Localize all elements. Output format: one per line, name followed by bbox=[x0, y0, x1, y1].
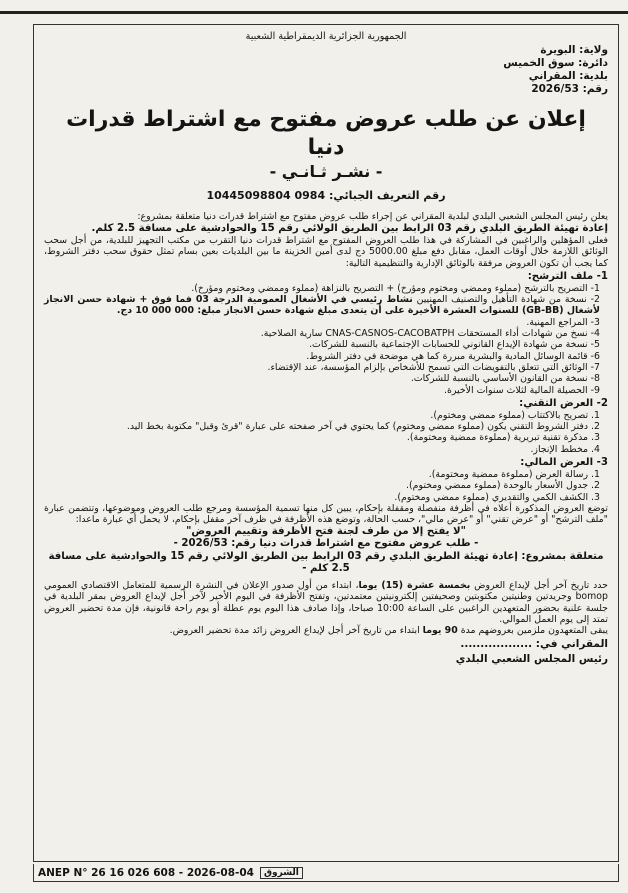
candidature-item-7: 7- الوثائق التي تتعلق بالتفويضات التي تسمح للأشخاص بإلزام المؤسسة، عند الإقتضاء. bbox=[267, 361, 600, 373]
envelopes-paragraph: توضع العروض المذكورة أعلاه في أظرفة منفصلة ومقفلة بإحكام، يبين كل منها تسمية المؤسسة ومرجع طلب العروض وموضوعها، وتتضمن عبارة "ملف الترشح" أو "عرض تقني" أو "عرض مالي"، حسب الحالة، وتوضع هذه الأظرفة في ظرف آخر مقفل بإحكام، لا يحمل أي عبارة ماعدا: bbox=[44, 502, 608, 526]
top-strip bbox=[0, 0, 628, 14]
deadline-lead: حدد تاريخ آخر أجل لإيداع العروض bbox=[474, 579, 608, 591]
announcement-frame bbox=[33, 24, 619, 862]
financial-item-2: 2. جدول الأسعار بالوحدة (مملوء ممضي ومختوم). bbox=[406, 480, 600, 492]
signature-role: رئيس المجلس الشعبي البلدي bbox=[455, 653, 608, 666]
financial-item-1: 1. رسالة العرض (مملوءة ممضية ومختومة). bbox=[428, 469, 600, 481]
validity-paragraph bbox=[44, 625, 608, 636]
candidature-item-2-bold: نشاط رئيسي في الأشغال العمومية الدرجة 03 فما فوق + شهادة حسن الانجاز لأشغال (GB-BB) للسنوات العشرة الأخيرة على أن يتعدى مبلغ شهادة حسن الانجاز مبلغ: 000 000 10 دج. bbox=[44, 294, 600, 317]
candidature-item-4: 4- نسخ من شهادات أداء المستحقات CNAS-CASNOS-CACOBATPH سارية الصلاحية. bbox=[260, 328, 600, 340]
validity-rest: ابتداء من تاريخ آخر أجل لإيداع العروض زائد مدة تحضير العروض. bbox=[169, 625, 420, 637]
financial-item-3: 3. الكشف الكمي والتقديري (مملوء ممضي ومختوم). bbox=[394, 491, 600, 503]
candidature-item-8: 8- نسخة من القانون الأساسي بالنسبة للشركات. bbox=[410, 373, 600, 385]
deadline-days: بخمسة عشرة (15) يوما bbox=[358, 579, 471, 591]
commune-line: بلدية: المقراني bbox=[528, 70, 608, 83]
deadline-paragraph bbox=[44, 580, 608, 625]
candidature-item-1: 1- التصريح بالترشح (مملوء وممضي ومختوم ومؤرخ) + التصريح بالنزاهة (مملوء وممضي ومختوم ومؤرخ). bbox=[191, 282, 600, 294]
participation-paragraph: فعلى المؤهلين والراغبين في المشاركة في هذا طلب العروض المفتوح مع اشتراط قدرات دنيا التقرب من مكتب التجهيز للبلدية، من أجل سحب الوثائق اللازمة خلال أوقات العمل، مقابل دفع مبلغ 5000.00 دج لدى أمين الخزينة ما بين البلديات بعين بسام تمثل حقوق سحب دفتر الشروط، كما يجب أن تكون العروض مرفقة بالوثائق الإدارية والتنظيمية التالية: bbox=[44, 235, 608, 269]
signature-place: المقراني في: .................. bbox=[460, 638, 608, 651]
page-subtitle: - نشـر ثـانـي - bbox=[269, 162, 383, 182]
outer-envelope-line-2: - طلب عروض مفتوح مع اشتراط قدرات دنيا رقم: 2026/53 - bbox=[173, 538, 479, 550]
validity-lead: يبقى المتعهدون ملزمين بعروضهم مدة bbox=[460, 625, 608, 637]
candidature-item-2 bbox=[44, 294, 608, 317]
newspaper-source: الشروق bbox=[260, 867, 303, 879]
page-title: إعلان عن طلب عروض مفتوح مع اشتراط قدرات دنيا bbox=[66, 107, 586, 161]
fiscal-id: رقم التعريف الجبائي: 0984 10445098804 bbox=[206, 189, 446, 203]
candidature-item-6: 6- قائمة الوسائل المادية والبشرية مبررة كما هي موضحة في دفتر الشروط. bbox=[306, 350, 600, 362]
section-technical-heading: 2- العرض التقني: bbox=[519, 397, 608, 409]
footer-bar bbox=[33, 864, 619, 882]
validity-days: 90 يوما bbox=[422, 625, 458, 637]
technical-item-4: 4. مخطط الإنجاز. bbox=[530, 443, 600, 455]
outer-envelope-line-1: "لا يفتح إلا من طرف لجنة فتح الأظرفة وتقييم العروض" bbox=[186, 525, 466, 537]
deadline-rest: ، ابتداء من أول صدور الإعلان في النشرة الرسمية للمتعامل الاقتصادي العمومي bomop وجريدتين وطنيتين مكتوبتين وصحيفتين إلكترونيتين معتمدتين، وتفتح الأظرفة في اليوم الأخير لآخر أجل لإيداع العروض بمقر البلدية في جلسة علنية بحضور المتعهدين الراغبين على الساعة 10:00 صباحا، وإذا صادف هذا اليوم يوم عطلة أو يوم راحة قانونية، فإن مدة تحضير العروض تمتد إلى يوم العمل الموالي. bbox=[44, 579, 608, 625]
wilaya-line: ولاية: البويرة bbox=[540, 44, 608, 57]
technical-item-3: 3. مذكرة تقنية تبريرية (مملوءة ممضية ومختومة). bbox=[406, 432, 600, 444]
candidature-item-9: 9- الحصيلة المالية لثلاث سنوات الأخيرة. bbox=[443, 384, 600, 396]
technical-item-2: 2. دفتر الشروط التقني يكون (مملوء ممضي ومختوم) كما يحتوي في آخر صفحته على عبارة "قرئ وقبل" مكتوبة بخط اليد. bbox=[126, 421, 600, 433]
intro-paragraph: يعلن رئيس المجلس الشعبي البلدي لبلدية المقراني عن إجراء طلب عروض مفتوح مع اشتراط قدرات دنيا متعلقة بمشروع: bbox=[137, 211, 608, 223]
technical-item-1: 1. تصريح بالاكتتاب (مملوء ممضي ومختوم). bbox=[430, 409, 600, 421]
candidature-item-3: 3- المراجع المهنية. bbox=[526, 316, 600, 328]
candidature-item-5: 5- نسخة من شهادة الإيداع القانوني للحسابات الإجتماعية بالنسبة للشركات. bbox=[309, 339, 600, 351]
admin-block bbox=[44, 44, 608, 96]
section-financial-heading: 3- العرض المالي: bbox=[520, 457, 608, 469]
daira-line: دائرة: سوق الخميس bbox=[503, 57, 608, 70]
anep-reference: ANEP N° 26 16 026 608 - 2026-08-04 bbox=[38, 866, 254, 879]
section-candidature-heading: 1- ملف الترشح: bbox=[527, 270, 608, 282]
candidature-item-2-lead: 2- نسخة من شهادة التأهيل والتصنيف المهنيين bbox=[416, 294, 600, 306]
project-title: إعادة تهيئة الطريق البلدي رقم 03 الرابط بين الطريق الولائي رقم 15 والحوادشية على مسافة 2.5 كلم. bbox=[91, 222, 608, 234]
outer-envelope-line-3: متعلقة بمشروع: إعادة تهيئة الطريق البلدي رقم 03 الرابط بين الطريق الولائي رقم 15 والحوادشية على مسافة 2.5 كلم - bbox=[48, 550, 604, 575]
reference-line: رقم: 2026/53 bbox=[531, 83, 608, 96]
republic-header: الجمهورية الجزائرية الديمقراطية الشعبية bbox=[245, 31, 407, 42]
